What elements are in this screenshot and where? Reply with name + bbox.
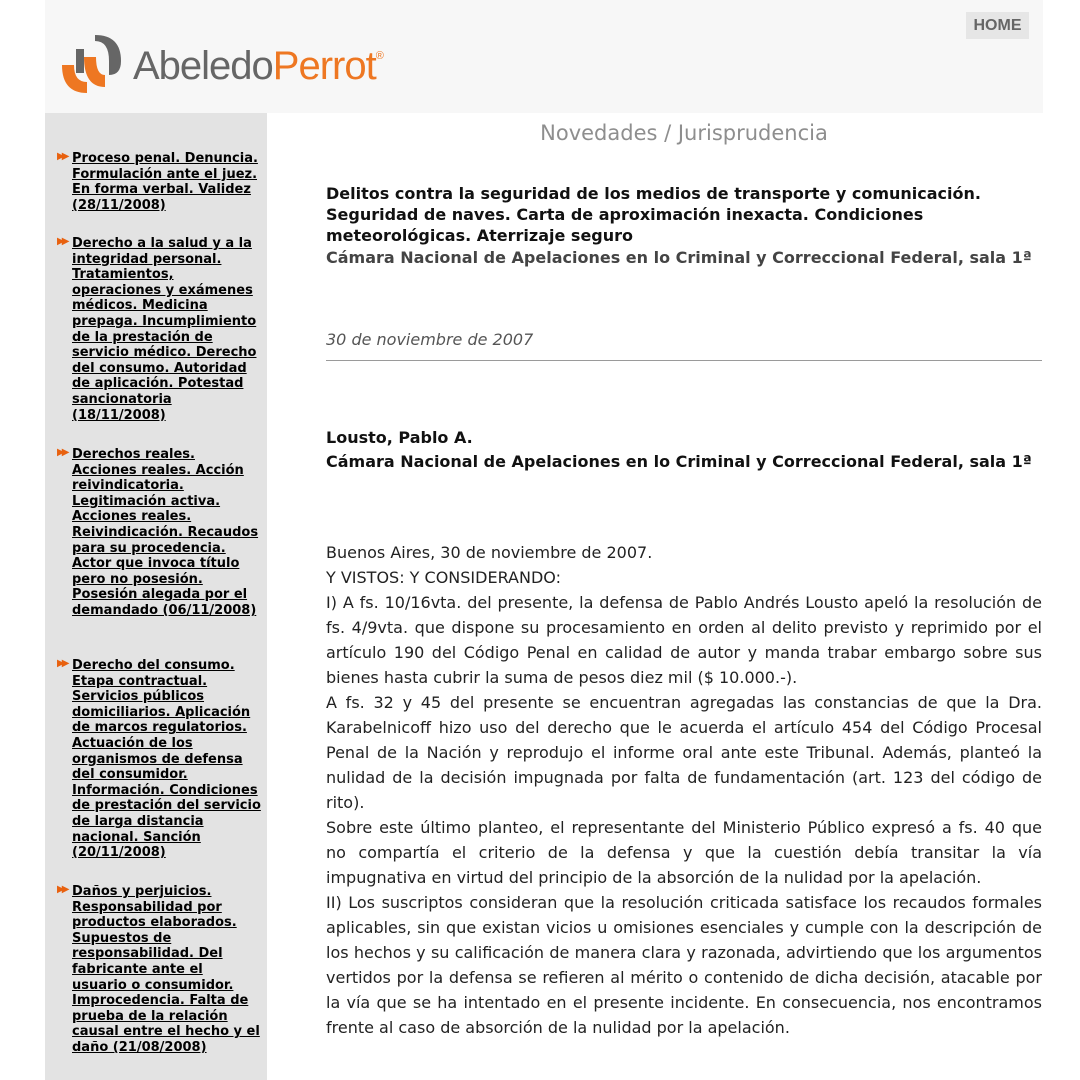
divider — [326, 360, 1042, 361]
double-arrow-icon: ▶▶ — [57, 236, 67, 247]
brand-wordmark — [133, 44, 383, 89]
news-link[interactable]: Proceso penal. Denuncia. Formulación ante el juez. En forma verbal. Validez (28/11/2008) — [72, 151, 258, 213]
sidebar — [45, 113, 267, 1080]
news-link[interactable]: Derechos reales. Acciones reales. Acción reivindicatoria. Legitimación activa. Acciones reales. Reivindicación. Recaudos para su procedencia. Actor que invoca título pero no posesión. Posesión alegada por el demandado (06/11/2008) — [72, 447, 259, 618]
body-paragraph: I) A fs. 10/16vta. del presente, la defensa de Pablo Andrés Lousto apeló la resolución de fs. 4/9vta. que dispone su procesamiento en orden al delito previsto y reprimido por el artículo 190 del Código Penal en calidad de autor y manda trabar embargo sobre sus bienes hasta cubrir la suma de pesos diez mil ($ 10.000.-). — [326, 593, 1042, 687]
double-arrow-icon: ▶▶ — [57, 151, 67, 162]
header — [45, 0, 1043, 113]
news-link[interactable]: Derecho a la salud y a la integridad personal. Tratamientos, operaciones y exámenes médicos. Medicina prepaga. Incumplimiento de la prestación de servicio médico. Derecho del consumo. Autoridad de aplicación. Potestad sancionatoria (18/11/2008) — [72, 236, 257, 423]
abeledoperrot-logo-icon — [59, 35, 129, 97]
article-title: Delitos contra la seguridad de los medios de transporte y comunicación. Seguridad de naves. Carta de aproximación inexacta. Condiciones meteorológicas. Aterrizaje seguro — [326, 184, 981, 245]
brand-name-part2: Perrot — [272, 44, 376, 88]
party-name: Lousto, Pablo A. — [326, 428, 473, 447]
sidebar-news-item — [57, 236, 262, 423]
double-arrow-icon: ▶▶ — [57, 447, 67, 458]
section-title: Novedades / Jurisprudencia — [540, 121, 828, 145]
court-name: Cámara Nacional de Apelaciones en lo Criminal y Correccional Federal, sala 1ª — [326, 248, 1032, 267]
sidebar-news-item — [57, 151, 262, 213]
home-button[interactable]: HOME — [966, 12, 1029, 39]
body-paragraph: II) Los suscriptos consideran que la resolución criticada satisface los recaudos formales aplicables, sin que existan vicios u omisiones esenciales y cumple con la descripción de los hechos y su calificación de manera clara y razonada, advirtiendo que los argumentos vertidos por la defensa se refieren al mérito o contenido de dicha decisión, atacable por la vía que se ha intentado en el presente incidente. En consecuencia, nos encontramos frente al caso de absorción de la nulidad por la apelación. — [326, 893, 1042, 1037]
body-paragraph: Sobre este último planteo, el representante del Ministerio Público expresó a fs. 40 que no compartía el criterio de la defensa y que la cuestión debía transitar la vía impugnativa en virtud del principio de la absorción de la nulidad por la apelación. — [326, 818, 1042, 887]
ruling-date: 30 de noviembre de 2007 — [326, 330, 534, 349]
sidebar-news-item — [57, 447, 262, 619]
body-paragraph: Buenos Aires, 30 de noviembre de 2007. — [326, 543, 653, 562]
brand-name-part1: Abeledo — [133, 44, 273, 88]
body-paragraph: A fs. 32 y 45 del presente se encuentran agregadas las constancias de que la Dra. Karabelnicoff hizo uso del derecho que le acuerda el artículo 454 del Código Procesal Penal de la Nación y reprodujo el informe oral ante este Tribunal. Además, planteó la nulidad de la decisión impugnada por falta de fundamentación (art. 123 del código de rito). — [326, 693, 1042, 812]
sidebar-news-item — [57, 884, 262, 1056]
news-link[interactable]: Derecho del consumo. Etapa contractual. Servicios públicos domiciliarios. Aplicación de marcos regulatorios. Actuación de los organismos de defensa del consumidor. Información. Condiciones de prestación del servicio de larga distancia nacional. Sanción (20/11/2008) — [72, 658, 261, 861]
ruling-body — [326, 540, 1042, 1040]
double-arrow-icon: ▶▶ — [57, 658, 67, 669]
body-paragraph: Y VISTOS: Y CONSIDERANDO: — [326, 568, 561, 587]
registered-mark: ® — [375, 50, 383, 62]
news-link[interactable]: Daños y perjuicios. Responsabilidad por productos elaborados. Supuestos de responsabilidad. Del fabricante ante el usuario o consumidor. Improcedencia. Falta de prueba de la relación causal entre el hecho y el daño (21/08/2008) — [72, 884, 260, 1055]
court-name-secondary: Cámara Nacional de Apelaciones en lo Criminal y Correccional Federal, sala 1ª — [326, 452, 1032, 471]
double-arrow-icon: ▶▶ — [57, 884, 67, 895]
page — [45, 0, 1043, 1080]
sidebar-news-item — [57, 658, 262, 861]
